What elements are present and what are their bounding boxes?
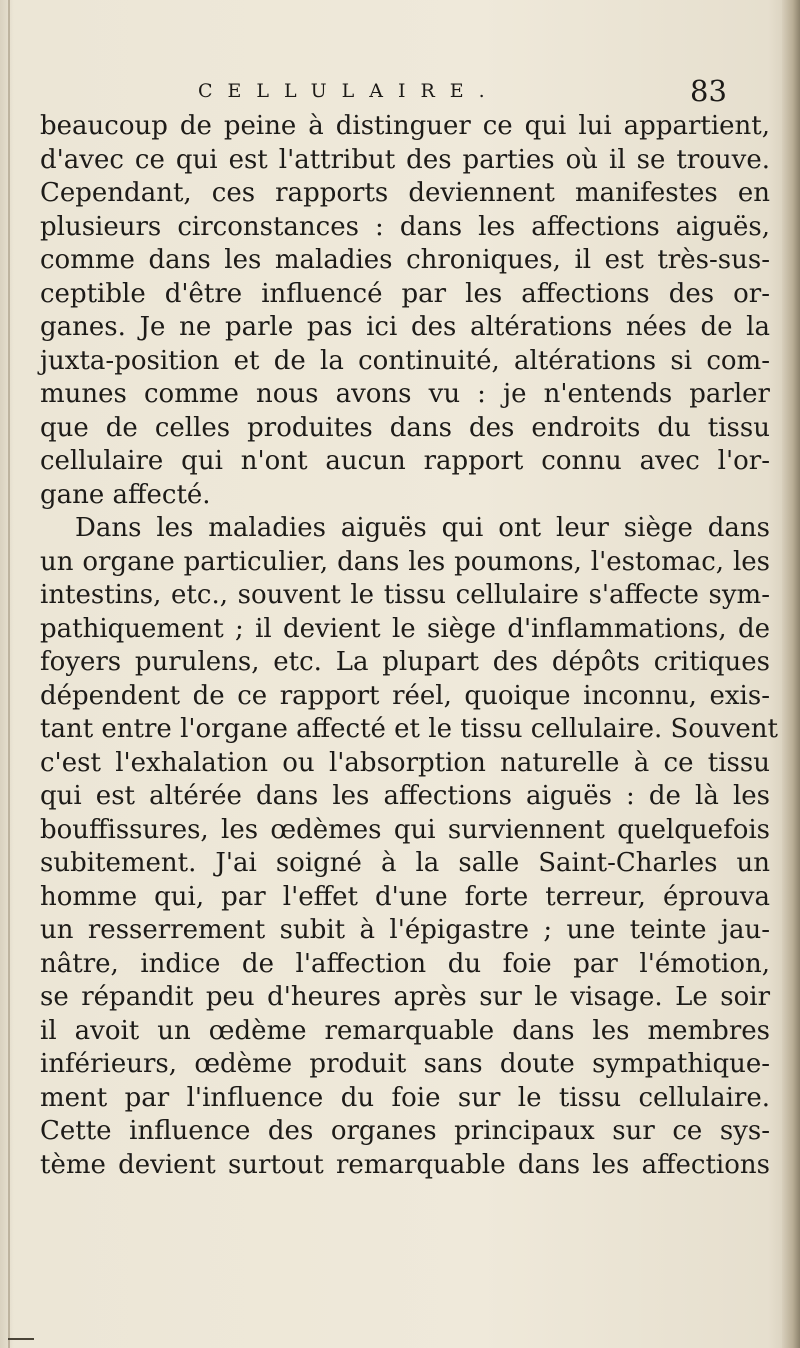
text-line: foyers purulens, etc. La plupart des dépôts critiques bbox=[40, 647, 770, 677]
text-line: c'est l'exhalation ou l'absorption naturelle à ce tissu bbox=[40, 747, 770, 778]
text-line: inférieurs, œdème produit sans doute sympathique- bbox=[40, 1049, 770, 1079]
text-line: tant entre l'organe affecté et le tissu cellulaire. Souvent bbox=[40, 714, 778, 744]
text-line: un resserrement subit à l'épigastre ; une teinte jau- bbox=[40, 915, 770, 945]
text-line: ceptible d'être influencé par les affections des or- bbox=[40, 278, 770, 309]
text-line: se répandit peu d'heures après sur le visage. Le soir bbox=[40, 982, 770, 1012]
page-corner-mark bbox=[8, 1338, 34, 1340]
page-number: 83 bbox=[690, 74, 727, 108]
text-line: qui est altérée dans les affections aiguës : de là les bbox=[40, 781, 770, 811]
text-line: tème devient surtout remarquable dans les affections bbox=[40, 1149, 770, 1180]
text-line: bouffissures, les œdèmes qui surviennent quelquefois bbox=[40, 814, 770, 845]
text-line: munes comme nous avons vu : je n'entends parler bbox=[40, 379, 770, 409]
text-line: un organe particulier, dans les poumons, l'estomac, les bbox=[40, 546, 770, 577]
text-line: ment par l'influence du foie sur le tissu cellulaire. bbox=[40, 1082, 770, 1113]
body-text bbox=[40, 110, 778, 1182]
text-line: homme qui, par l'effet d'une forte terreur, éprouva bbox=[40, 881, 770, 912]
text-line: pathiquement ; il devient le siège d'inflammations, de bbox=[40, 613, 770, 644]
text-line: subitement. J'ai soigné à la salle Saint-Charles un bbox=[40, 848, 770, 878]
text-line: beaucoup de peine à distinguer ce qui lui appartient, bbox=[40, 111, 770, 141]
text-line: il avoit un œdème remarquable dans les membres bbox=[40, 1015, 770, 1046]
text-line: Cette influence des organes principaux sur ce sys- bbox=[40, 1116, 770, 1146]
text-line: Dans les maladies aiguës qui ont leur siège dans bbox=[75, 513, 770, 543]
text-line: comme dans les maladies chroniques, il est très-sus- bbox=[40, 245, 770, 275]
text-line: intestins, etc., souvent le tissu cellulaire s'affecte sym- bbox=[40, 580, 770, 610]
running-head: CELLULAIRE. bbox=[198, 80, 500, 102]
text-line: cellulaire qui n'ont aucun rapport connu avec l'or- bbox=[40, 446, 770, 476]
text-line: nâtre, indice de l'affection du foie par l'émotion, bbox=[40, 948, 770, 979]
text-line: dépendent de ce rapport réel, quoique inconnu, exis- bbox=[40, 680, 770, 711]
text-line: ganes. Je ne parle pas ici des altérations nées de la bbox=[40, 312, 770, 342]
text-line: d'avec ce qui est l'attribut des parties où il se trouve. bbox=[40, 144, 770, 175]
text-line: juxta-position et de la continuité, altérations si com- bbox=[40, 345, 770, 376]
text-line: plusieurs circonstances : dans les affections aiguës, bbox=[40, 211, 770, 242]
text-line: gane affecté. bbox=[40, 479, 211, 510]
text-line: que de celles produites dans des endroits du tissu bbox=[40, 412, 770, 443]
text-line: Cependant, ces rapports deviennent manifestes en bbox=[40, 178, 770, 208]
page-left-edge bbox=[8, 0, 10, 1348]
page-right-edge bbox=[782, 0, 800, 1348]
